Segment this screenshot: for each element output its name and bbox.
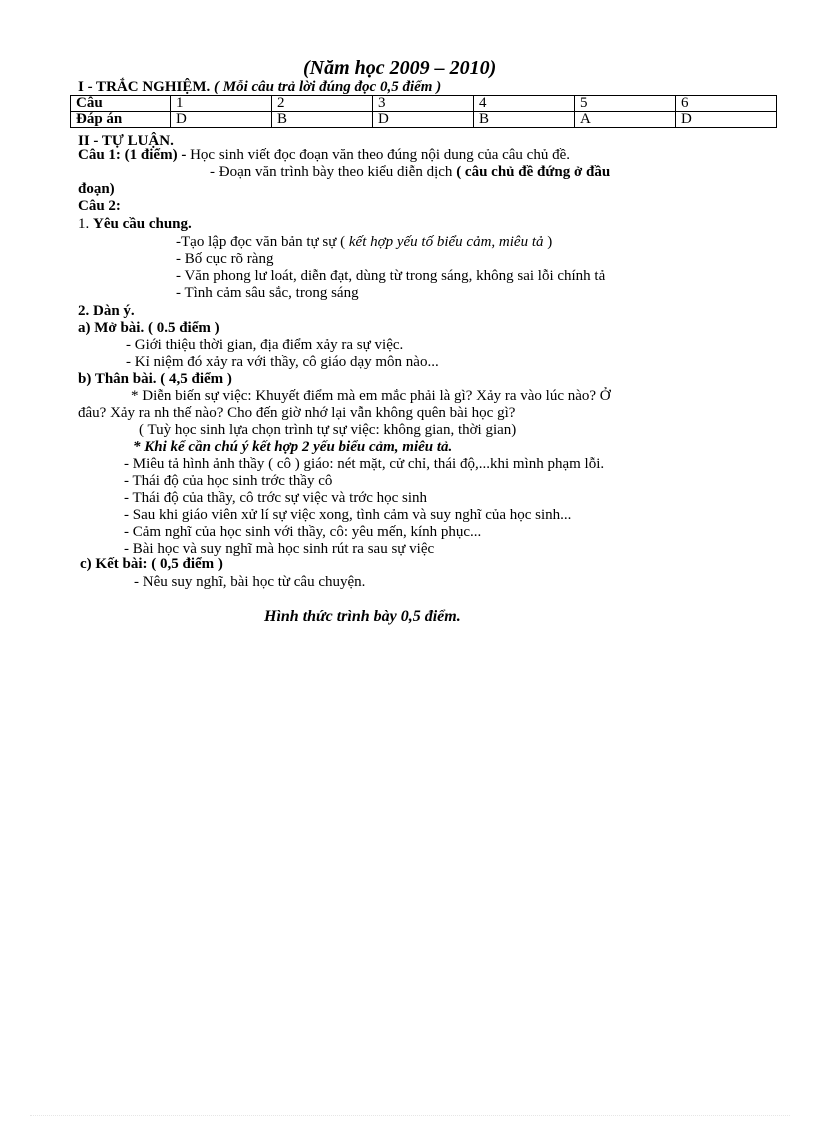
requirement-item: - Tình cảm sâu sắc, trong sáng xyxy=(176,285,359,301)
intro-heading: a) Mở bài. ( 0.5 điểm ) xyxy=(78,320,220,336)
body-line: * Diễn biến sự việc: Khuyết điểm mà em mắc phải là gì? Xảy ra vào lúc nào? Ở xyxy=(131,388,611,404)
outline-heading: 2. Dàn ý. xyxy=(78,303,135,319)
answer-letter: B xyxy=(474,112,575,128)
q2-label: Câu 2: xyxy=(78,198,121,214)
footer-divider xyxy=(30,1115,790,1116)
question-number: 3 xyxy=(373,96,474,112)
question-number: 5 xyxy=(575,96,676,112)
presentation-note: Hình thức trình bày 0,5 điểm. xyxy=(264,608,461,625)
q1-text2-bold: ( câu chủ đề đứng ở đầu xyxy=(456,164,611,180)
conclusion-item: - Nêu suy nghĩ, bài học từ câu chuyện. xyxy=(134,574,366,590)
requirements-number: 1. xyxy=(78,216,90,232)
table-row-questions xyxy=(71,96,777,112)
body-item: - Sau khi giáo viên xử lí sự việc xong, tình cảm và suy nghĩ của học sinh... xyxy=(124,507,572,523)
requirement-item-italic: kết hợp yếu tố biểu cảm, miêu tả xyxy=(348,234,544,250)
q1-line1 xyxy=(78,148,570,164)
answer-table xyxy=(70,95,777,128)
q1-label: Câu 1: (1 điểm) - xyxy=(78,147,187,163)
section1-heading-row xyxy=(78,80,441,96)
question-number: 4 xyxy=(474,96,575,112)
body-line: ( Tuỳ học sinh lựa chọn trình tự sự việc: không gian, thời gian) xyxy=(139,422,517,438)
body-heading: b) Thân bài. ( 4,5 điểm ) xyxy=(78,371,232,387)
body-item: - Bài học và suy nghĩ mà học sinh rút ra sau sự việc xyxy=(124,541,435,557)
year-title: (Năm học 2009 – 2010) xyxy=(303,57,497,79)
requirement-item xyxy=(176,235,552,251)
q1-line3: đoạn) xyxy=(78,181,115,197)
body-item: - Miêu tả hình ảnh thầy ( cô ) giáo: nét mặt, cử chỉ, thái độ,...khi mình phạm lỗi. xyxy=(124,456,605,472)
intro-item: - Kỉ niệm đó xảy ra với thầy, cô giáo dạy môn nào... xyxy=(126,354,439,370)
requirement-item: - Văn phong lư loát, diễn đạt, dùng từ trong sáng, không sai lỗi chính tả xyxy=(176,268,606,284)
body-item: - Thái độ của thầy, cô trớc sự việc và trớc học sinh xyxy=(124,490,428,506)
body-line: đâu? Xảy ra nh thế nào? Cho đến giờ nhớ lại vẫn không quên bài học gì? xyxy=(78,405,516,421)
row-label-answer: Đáp án xyxy=(71,112,171,128)
question-number: 1 xyxy=(171,96,272,112)
requirement-item: - Bố cục rõ ràng xyxy=(176,251,274,267)
section1-note: ( Mỗi câu trả lời đúng đọc 0,5 điểm ) xyxy=(213,79,442,95)
requirements-heading-row xyxy=(78,217,192,233)
requirement-item-prefix: -Tạo lập đọc văn bản tự sự ( xyxy=(176,234,346,250)
conclusion-heading: c) Kết bài: ( 0,5 điểm ) xyxy=(80,556,223,572)
answer-letter: B xyxy=(272,112,373,128)
intro-item: - Giới thiệu thời gian, địa điểm xảy ra sự việc. xyxy=(126,337,404,353)
q1-text2: - Đoạn văn trình bày theo kiểu diễn dịch xyxy=(210,164,453,180)
q1-line2 xyxy=(210,165,610,181)
body-item: - Thái độ của học sinh trớc thầy cô xyxy=(124,473,333,489)
q1-text1: Học sinh viết đọc đoạn văn theo đúng nội dung của câu chủ đề. xyxy=(190,147,570,163)
requirement-item-suffix: ) xyxy=(547,234,553,250)
body-item: - Cảm nghĩ của học sinh với thầy, cô: yêu mến, kính phục... xyxy=(124,524,482,540)
answer-letter: D xyxy=(373,112,474,128)
answer-letter: D xyxy=(171,112,272,128)
section2-heading: II - TỰ LUẬN. xyxy=(78,133,174,149)
question-number: 6 xyxy=(676,96,777,112)
answer-letter: A xyxy=(575,112,676,128)
table-row-answers xyxy=(71,112,777,128)
row-label-question: Câu xyxy=(71,96,171,112)
section1-heading: I - TRẮC NGHIỆM. xyxy=(78,79,211,95)
body-note: * Khi kể cần chú ý kết hợp 2 yếu biểu cảm, miêu tả. xyxy=(133,439,453,455)
answer-letter: D xyxy=(676,112,777,128)
question-number: 2 xyxy=(272,96,373,112)
requirements-heading: Yêu cầu chung. xyxy=(93,216,192,232)
